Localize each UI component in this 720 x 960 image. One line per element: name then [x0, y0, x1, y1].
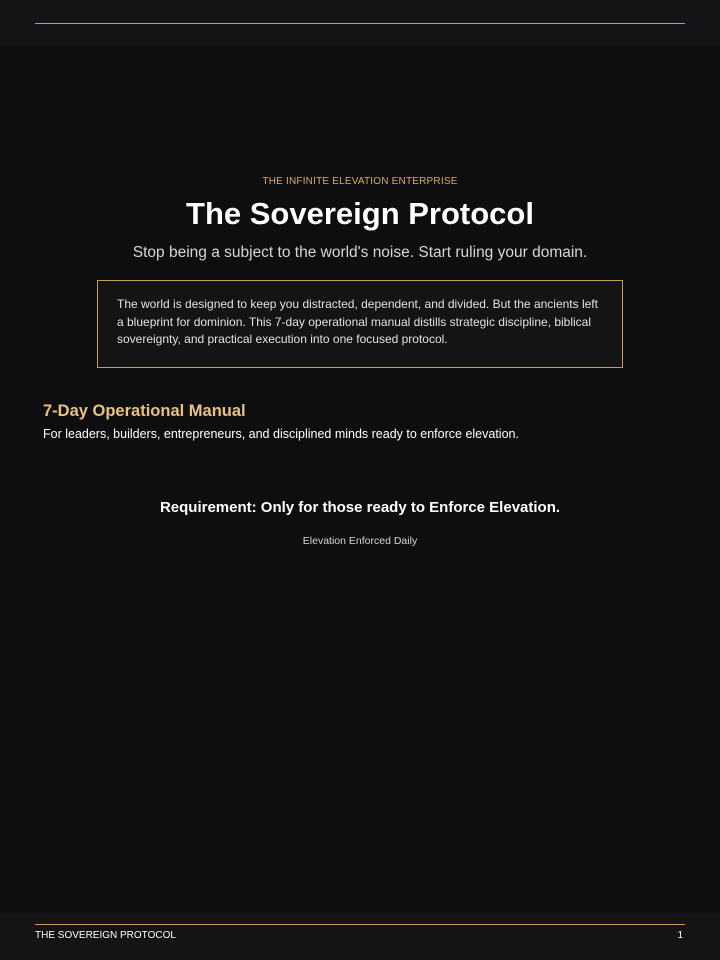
- page-title: The Sovereign Protocol: [186, 196, 534, 231]
- tagline: Elevation Enforced Daily: [302, 535, 418, 547]
- section-title: 7-Day Operational Manual: [43, 402, 246, 420]
- header-divider: [35, 23, 685, 24]
- requirement-statement: Requirement: Only for those ready to Enforce Elevation.: [159, 499, 561, 516]
- intro-text: The world is designed to keep you distracted, dependent, and divided. But the ancients left a blueprint for dominion. This 7-day operational manual distills strategic discipline, biblical sovereignty, and practical execution into one focused protocol.: [117, 297, 598, 346]
- page-subtitle: Stop being a subject to the world's noise. Start ruling your domain.: [132, 244, 588, 261]
- brand-eyebrow: THE INFINITE ELEVATION ENTERPRISE: [262, 176, 458, 187]
- footer-label: THE SOVEREIGN PROTOCOL: [35, 930, 176, 941]
- page-number: 1: [677, 930, 683, 941]
- section-description: For leaders, builders, entrepreneurs, and disciplined minds ready to enforce elevation.: [43, 427, 519, 441]
- footer-divider: [35, 924, 685, 925]
- intro-callout: [97, 280, 623, 368]
